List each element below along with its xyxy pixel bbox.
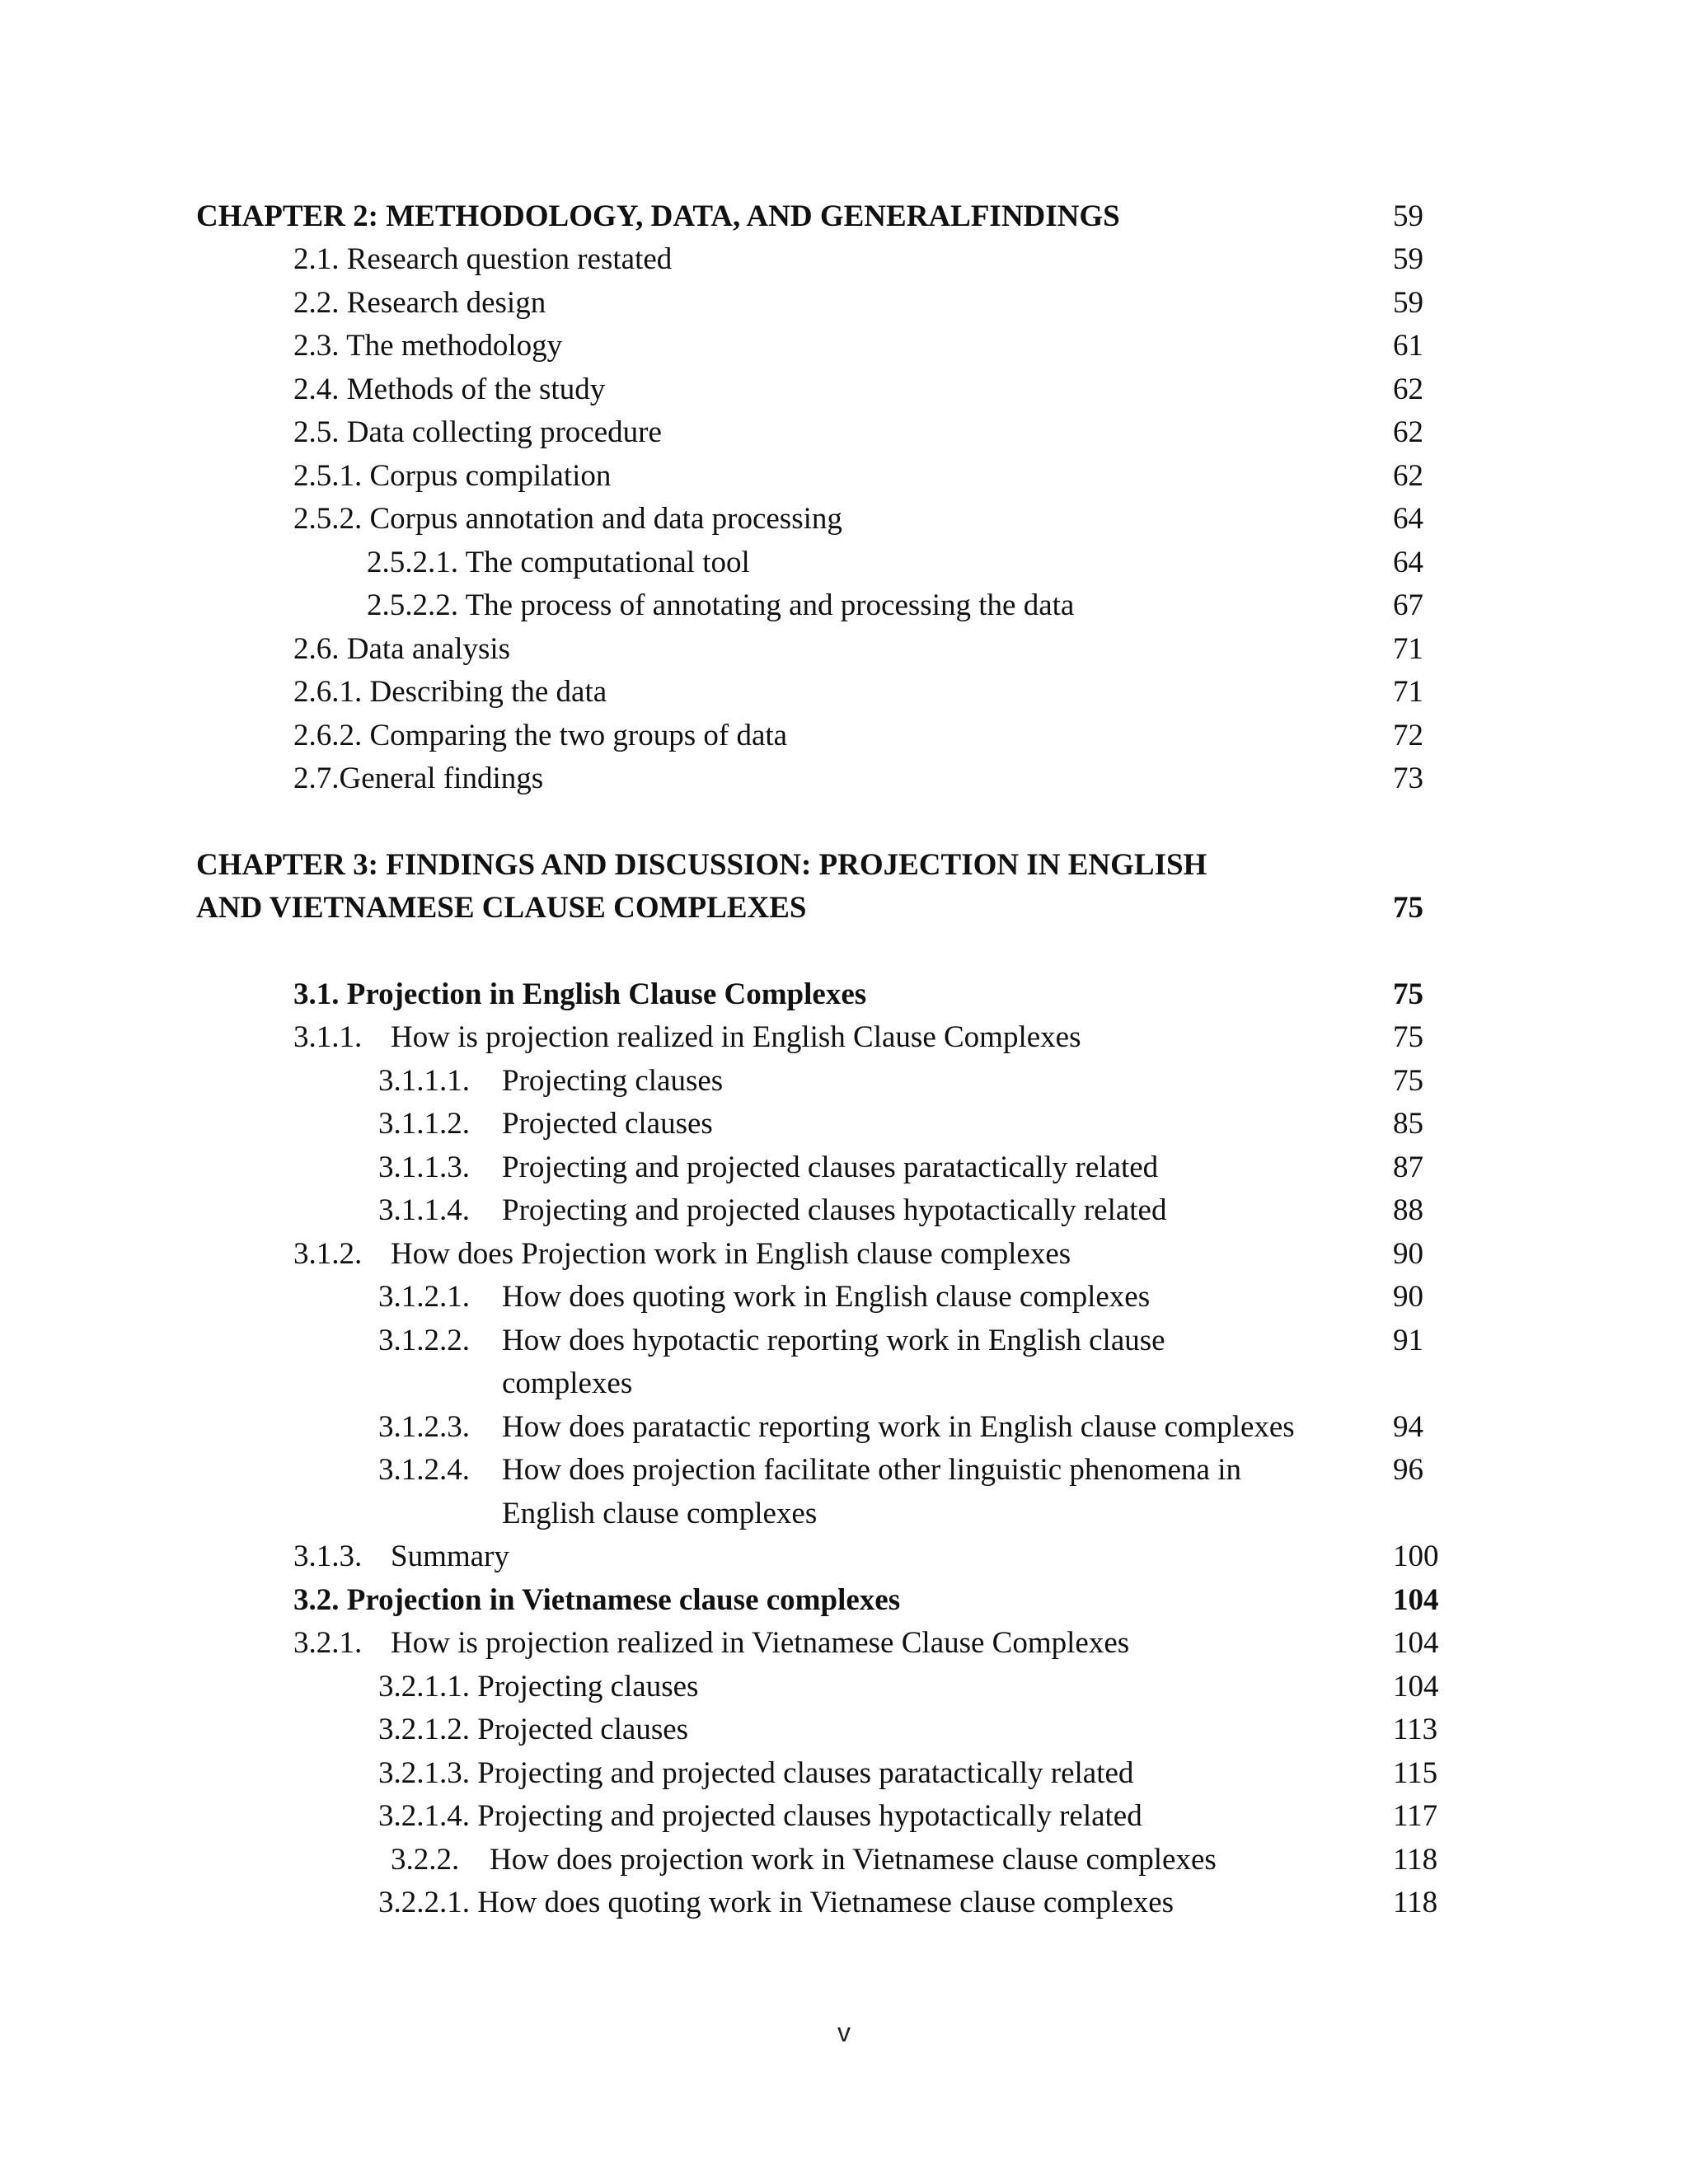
toc-entry-number: 3.1.1.2. — [378, 1107, 470, 1141]
toc-entry-page: 73 — [1393, 762, 1423, 795]
toc-entry-title: Projected clauses — [502, 1107, 713, 1141]
toc-entry — [0, 670, 1688, 715]
toc-entry-title: How is projection realized in Vietnamese Clause Complexes — [391, 1626, 1130, 1660]
toc-entry-page: 64 — [1393, 502, 1423, 536]
page-number: v — [837, 2018, 851, 2047]
toc-entry-page: 104 — [1393, 1670, 1439, 1704]
toc-entry — [0, 1146, 1688, 1190]
toc-entry-number: 3.2.1. — [293, 1626, 363, 1660]
toc-entry — [0, 1188, 1688, 1233]
toc-entry — [0, 1838, 1688, 1882]
toc-entry-title: Summary — [391, 1540, 509, 1573]
toc-entry-title: How does hypotactic reporting work in English clause — [502, 1324, 1165, 1357]
toc-entry-section-3-1 — [0, 972, 1688, 1017]
toc-entry-page: 91 — [1393, 1324, 1423, 1357]
toc-entry-title: 3.1. Projection in English Clause Complexes — [293, 977, 867, 1011]
toc-entry-number: 3.1.1.4. — [378, 1193, 470, 1227]
toc-entry-title: How does paratactic reporting work in English clause complexes — [502, 1410, 1295, 1444]
toc-entry-page: 62 — [1393, 373, 1423, 406]
toc-entry-title: 2.4. Methods of the study — [293, 373, 606, 406]
toc-entry-page: 94 — [1393, 1410, 1423, 1444]
toc-entry-page: 71 — [1393, 632, 1423, 666]
toc-entry-title: 3.2.1.4. Projecting and projected clauses hypotactically related — [378, 1799, 1142, 1833]
toc-entry-page: 75 — [1393, 977, 1423, 1011]
toc-entry-page: 100 — [1393, 1540, 1439, 1573]
toc-entry-number: 3.1.3. — [293, 1540, 363, 1573]
toc-entry — [0, 324, 1688, 368]
toc-entry-page: 75 — [1393, 1020, 1423, 1054]
toc-entry — [0, 627, 1688, 672]
toc-entry — [0, 368, 1688, 412]
toc-entry-title: 3.2.1.2. Projected clauses — [378, 1713, 689, 1746]
toc-entry-page: 104 — [1393, 1583, 1439, 1617]
toc-entry-number: 3.1.2.4. — [378, 1453, 470, 1487]
toc-entry-page: 59 — [1393, 242, 1423, 276]
toc-entry — [0, 1751, 1688, 1796]
toc-entry-number: 3.1.1. — [293, 1020, 363, 1054]
toc-entry — [0, 1665, 1688, 1709]
toc-entry-page: 87 — [1393, 1151, 1423, 1184]
toc-entry — [0, 410, 1688, 455]
toc-entry-title: How does Projection work in English clause complexes — [391, 1237, 1071, 1271]
toc-entry-title-continued: English clause complexes — [502, 1497, 818, 1530]
toc-entry-title: How does projection work in Vietnamese clause complexes — [490, 1843, 1217, 1877]
toc-entry — [0, 1102, 1688, 1146]
toc-entry-title: CHAPTER 2: METHODOLOGY, DATA, AND GENERALFINDINGS — [196, 199, 1120, 233]
toc-entry-number: 3.2.2. — [391, 1843, 460, 1877]
toc-entry-page: 67 — [1393, 588, 1423, 622]
toc-entry-chapter-3 — [0, 843, 1688, 888]
toc-entry-number: 3.1.2.3. — [378, 1410, 470, 1444]
toc-entry — [0, 714, 1688, 758]
toc-entry — [0, 1535, 1688, 1579]
toc-entry-number: 3.1.1.1. — [378, 1064, 470, 1098]
toc-entry-title: How does projection facilitate other linguistic phenomena in — [502, 1453, 1241, 1487]
toc-entry-page: 85 — [1393, 1107, 1423, 1141]
toc-entry-page: 88 — [1393, 1193, 1423, 1227]
toc-entry-page: 90 — [1393, 1237, 1423, 1271]
toc-entry-title: Projecting clauses — [502, 1064, 724, 1098]
toc-entry-title: 2.1. Research question restated — [293, 242, 673, 276]
toc-entry-page: 64 — [1393, 546, 1423, 579]
toc-entry-title: 2.6.2. Comparing the two groups of data — [293, 719, 788, 752]
toc-entry — [0, 1232, 1688, 1277]
toc-entry-title: 3.2.2.1. How does quoting work in Vietnamese clause complexes — [378, 1886, 1175, 1919]
toc-entry — [0, 583, 1688, 628]
toc-entry-title: AND VIETNAMESE CLAUSE COMPLEXES — [196, 891, 807, 925]
toc-entry — [0, 1059, 1688, 1104]
toc-entry-page: 115 — [1393, 1756, 1438, 1790]
toc-entry-title: 2.5.2.1. The computational tool — [367, 546, 750, 579]
toc-entry — [0, 1405, 1688, 1450]
toc-entry — [0, 541, 1688, 585]
toc-entry-title: CHAPTER 3: FINDINGS AND DISCUSSION: PROJECTION IN ENGLISH — [196, 848, 1207, 882]
toc-entry-page: 90 — [1393, 1280, 1423, 1314]
toc-entry-title: 2.5.2. Corpus annotation and data processing — [293, 502, 842, 536]
toc-entry-title: 3.2.1.1. Projecting clauses — [378, 1670, 699, 1704]
toc-entry — [0, 1708, 1688, 1752]
toc-entry-title: 3.2.1.3. Projecting and projected clauses paratactically related — [378, 1756, 1134, 1790]
toc-entry-title: 2.6.1. Describing the data — [293, 675, 607, 709]
toc-entry — [0, 1015, 1688, 1060]
toc-entry-title: Projecting and projected clauses hypotactically related — [502, 1193, 1167, 1227]
toc-entry — [0, 1881, 1688, 1925]
toc-entry — [0, 237, 1688, 282]
toc-entry — [0, 454, 1688, 499]
toc-entry-title: 2.3. The methodology — [293, 329, 563, 363]
toc-entry-title: How is projection realized in English Clause Complexes — [391, 1020, 1081, 1054]
toc-entry-title: 2.7.General findings — [293, 762, 544, 795]
toc-entry-page: 75 — [1393, 1064, 1423, 1098]
toc-entry-title: 3.2. Projection in Vietnamese clause complexes — [293, 1583, 901, 1617]
toc-entry-title: 2.6. Data analysis — [293, 632, 511, 666]
toc-entry — [0, 497, 1688, 541]
toc-entry-page: 118 — [1393, 1886, 1438, 1919]
toc-entry-page: 113 — [1393, 1713, 1438, 1746]
toc-entry-page: 62 — [1393, 415, 1423, 449]
toc-entry — [0, 1275, 1688, 1319]
toc-entry-title-continued: complexes — [502, 1366, 633, 1400]
toc-entry-section-3-2 — [0, 1578, 1688, 1623]
toc-entry-title: 2.2. Research design — [293, 286, 546, 320]
toc-entry-page: 104 — [1393, 1626, 1439, 1660]
toc-entry-page: 71 — [1393, 675, 1423, 709]
toc-entry — [0, 1448, 1688, 1493]
toc-entry-page: 61 — [1393, 329, 1423, 363]
toc-entry-page: 62 — [1393, 459, 1423, 493]
toc-entry-page: 72 — [1393, 719, 1423, 752]
toc-entry-title: 2.5.1. Corpus compilation — [293, 459, 612, 493]
toc-entry-page: 117 — [1393, 1799, 1438, 1833]
toc-entry-chapter-3-cont — [0, 886, 1688, 930]
toc-entry-number: 3.1.2.2. — [378, 1324, 470, 1357]
toc-entry-page: 59 — [1393, 199, 1423, 233]
toc-entry — [0, 1794, 1688, 1839]
toc-entry-title: Projecting and projected clauses paratactically related — [502, 1151, 1159, 1184]
toc-entry-page: 75 — [1393, 891, 1423, 925]
toc-entry-title: 2.5.2.2. The process of annotating and processing the data — [367, 588, 1075, 622]
toc-entry-number: 3.1.2.1. — [378, 1280, 470, 1314]
toc-entry-chapter-2 — [0, 194, 1688, 239]
toc-entry — [0, 1319, 1688, 1363]
toc-entry — [0, 757, 1688, 801]
toc-entry-number: 3.1.2. — [293, 1237, 363, 1271]
toc-entry-title: How does quoting work in English clause complexes — [502, 1280, 1151, 1314]
toc-entry-title: 2.5. Data collecting procedure — [293, 415, 662, 449]
toc-entry-page: 96 — [1393, 1453, 1423, 1487]
toc-entry-page: 59 — [1393, 286, 1423, 320]
toc-entry — [0, 281, 1688, 326]
toc-entry-page: 118 — [1393, 1843, 1438, 1877]
toc-entry-number: 3.1.1.3. — [378, 1151, 470, 1184]
toc-entry — [0, 1621, 1688, 1666]
